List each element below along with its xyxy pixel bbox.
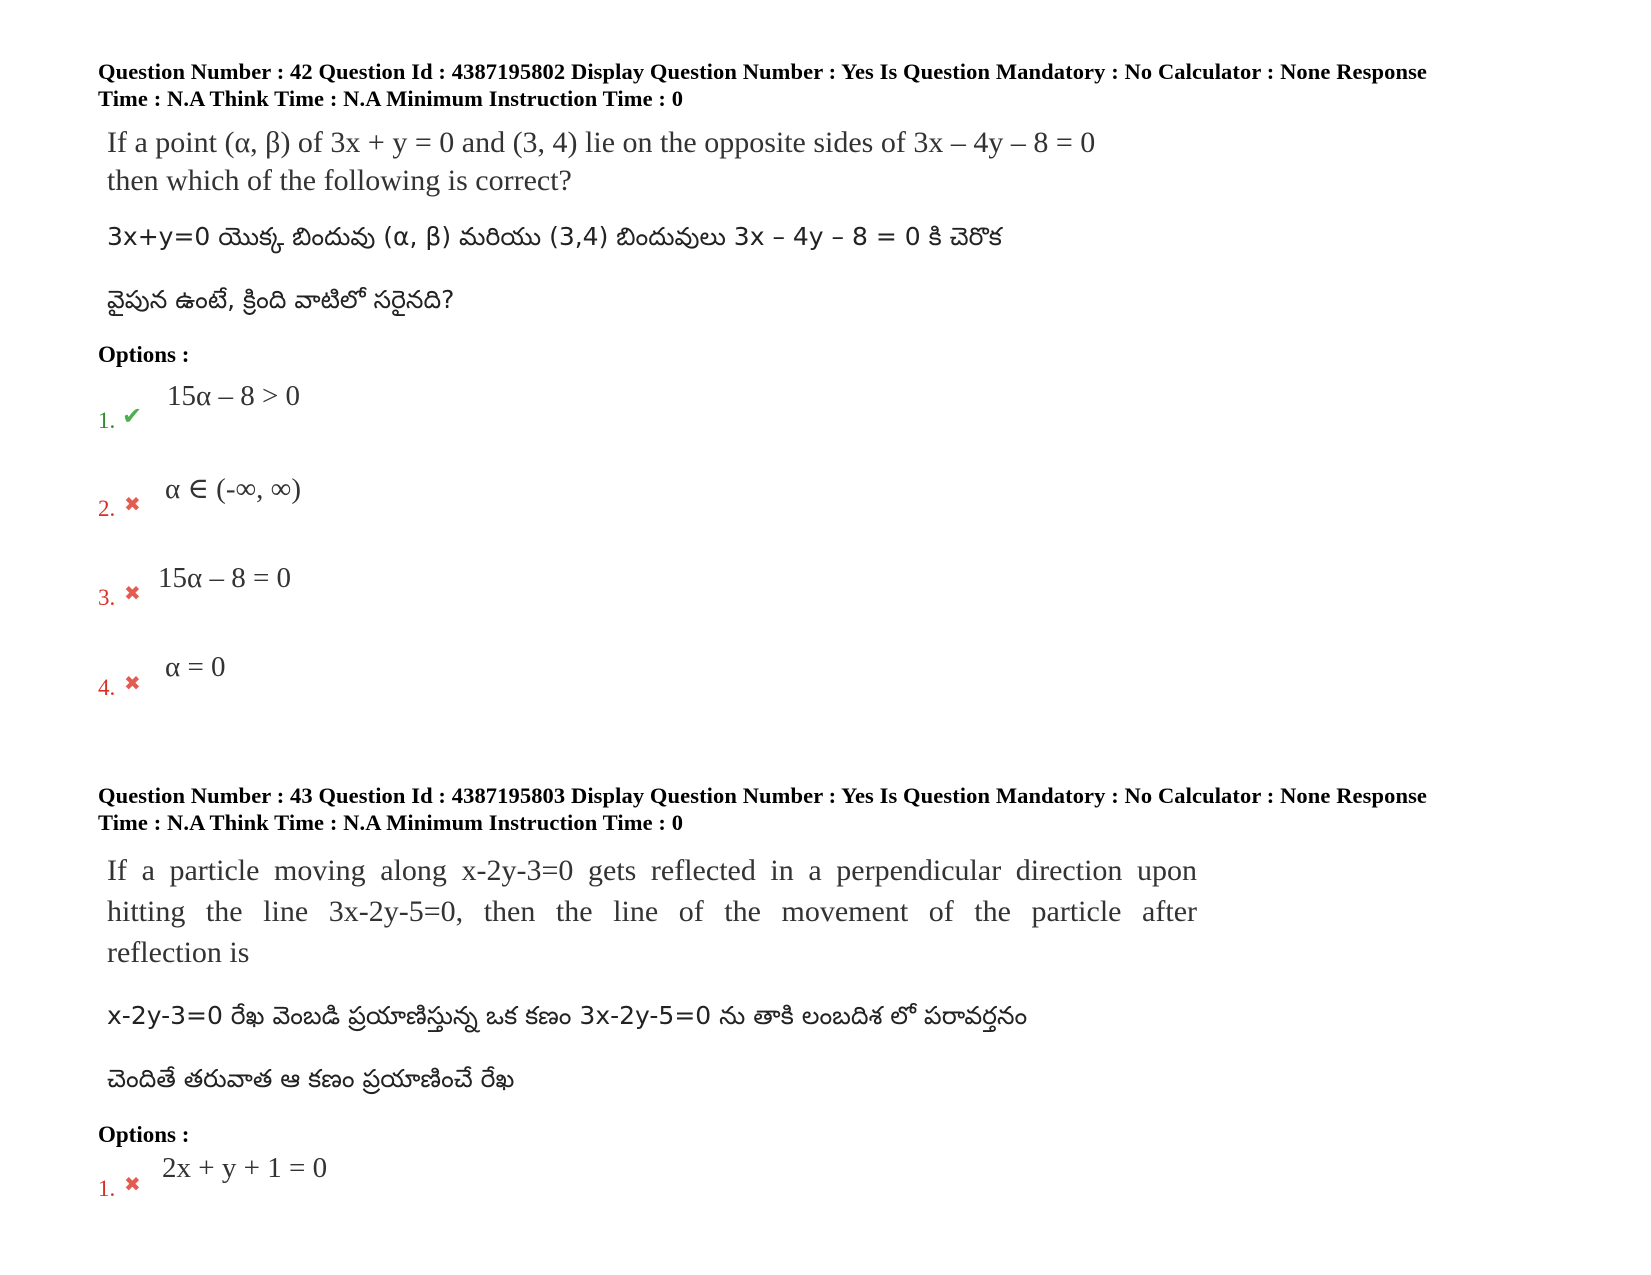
- option-text: α = 0: [165, 651, 226, 683]
- option-number: 2.: [98, 496, 116, 521]
- question-header: [98, 58, 1598, 112]
- stem-line: If a point (α, β) of 3x + y = 0 and (3, 4) lie on the opposite sides of 3x – 4y – 8 = 0: [107, 126, 1096, 159]
- option-number: 4.: [98, 675, 116, 700]
- option-text: 15α – 8 > 0: [167, 380, 301, 412]
- stem-line: reflection is: [107, 936, 250, 969]
- options-label: Options :: [98, 1122, 190, 1147]
- option-number: 1.: [98, 1176, 116, 1201]
- question-stem-telugu-line: x-2y-3=0 రేఖ వెంబడి ప్రయాణిస్తున్న ఒక కణం 3x-2y-5=0 ను తాకి లంబదిశ లో పరావర్తనం: [107, 1001, 1028, 1030]
- question-header-line2: Time : N.A Think Time : N.A Minimum Instruction Time : 0: [98, 86, 684, 111]
- stem-line: If a particle moving along x-2y-3=0 gets reflected in a perpendicular direction upon: [107, 854, 1197, 887]
- option-number: 3.: [98, 585, 116, 610]
- question-header-line1: Question Number : 42 Question Id : 4387195802 Display Question Number : Yes Is Question Mandatory : No Calculator : None Response: [98, 59, 1428, 84]
- option-text: 2x + y + 1 = 0: [162, 1152, 328, 1184]
- question-stem-telugu-line: చెందితే తరువాత ఆ కణం ప్రయాణించే రేఖ: [107, 1064, 515, 1093]
- cross-icon: ✖: [124, 581, 141, 605]
- stem-line: hitting the line 3x-2y-5=0, then the line of the movement of the particle after: [107, 895, 1197, 928]
- option-number: 1.: [98, 408, 116, 433]
- question-header-line2: Time : N.A Think Time : N.A Minimum Instruction Time : 0: [98, 810, 684, 835]
- cross-icon: ✖: [124, 671, 141, 695]
- cross-icon: ✖: [124, 492, 141, 516]
- question-header: [98, 782, 1598, 836]
- question-header-line1: Question Number : 43 Question Id : 4387195803 Display Question Number : Yes Is Question Mandatory : No Calculator : None Response: [98, 783, 1428, 808]
- question-stem-english: [107, 850, 1197, 973]
- cross-icon: ✖: [124, 1172, 141, 1196]
- options-label: Options :: [98, 342, 190, 367]
- question-stem-telugu-line: వైపున ఉంటే, క్రింది వాటిలో సరైనది?: [107, 285, 455, 314]
- question-stem-telugu-line: 3x+y=0 యొక్క బిందువు (α, β) మరియు (3,4) బిందువులు 3x – 4y – 8 = 0 కి చెరొక: [107, 222, 1002, 251]
- question-stem-english: [107, 124, 1095, 200]
- stem-line: then which of the following is correct?: [107, 164, 572, 197]
- check-icon: ✔: [122, 402, 143, 430]
- option-text: α ∈ (-∞, ∞): [165, 473, 301, 505]
- option-text: 15α – 8 = 0: [158, 562, 292, 594]
